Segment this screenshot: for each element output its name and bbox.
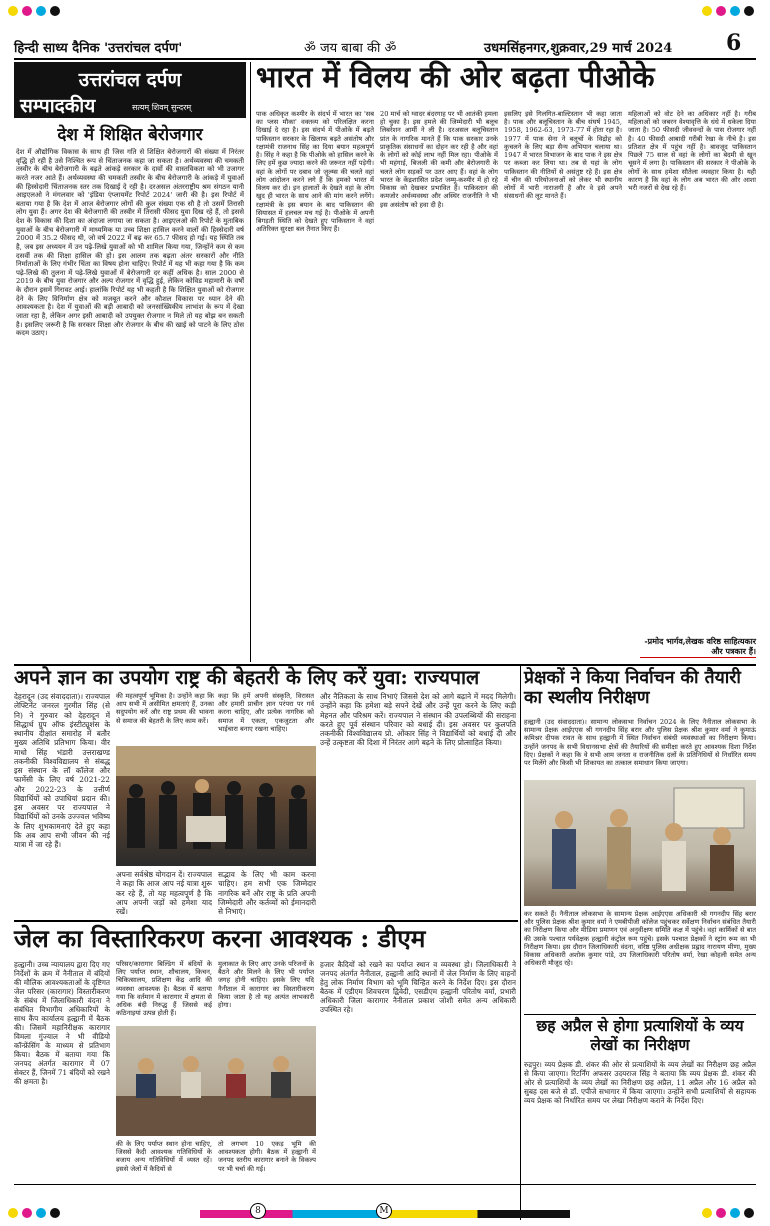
registration-dot — [744, 1208, 754, 1218]
editorial-body: देश में औद्योगिक विकास के साथ ही जिस गति से शिक्षित बेरोजगारों की संख्या में निरंतर वृद्धि हो रही है उसे निश्चित रूप से चिंताजनक कहा जा सकता है। अर्थव्यवस्था की चमकती तस्वीर के बीच बेरोजगारी के बढ़ते आंकड़े सरकार के दावों की वास्तविकता को भी उजागर करते नजर आते हैं। अर्थव्यवस्था की चमकती तस्वीर के बीच बेरोजगारी के आंकड़े में युवाओं की हिस्सेदारी चिंताजनक स्तर तक दिखाई दे रही है। दरअसल अंतरराष्ट्रीय श्रम संगठन यानी आइएलओ ने मंगलवार को 'इंडिया एंप्लायमेंट रिपोर्ट 2024' जारी की है। इस रिपोर्ट में बताया गया है कि देश में आज बेरोजगार लोगों की कुल संख्या एक सौ है तो उसमें तिरासी लोग युवा हैं। अगर देश की बेरोजगारी की तस्वीर में तिरासी फीसद युवा दिख रहे हैं, तो इससे देश के विकास की दिशा का अंदाजा लगाया जा सकता है। आइएलओ की रिपोर्ट के मुताबिक युवाओं के बीच बेरोजगारी में माध्यमिक या उच्च शिक्षा हासिल करने वालों की हिस्सेदारी वर्ष 2000 में 35.2 फीसद थी, जो वर्ष 2022 में बढ़ कर 65.7 फीसद हो गई। यह स्थिति तब है, जब इस अध्ययन में उन पढ़े-लिखे युवाओं को भी शामिल किया गया, जिन्होंने कम से कम दसवीं तक की शिक्षा हासिल की हो। इस आलम तक बढ़ता अंतर सरकारों और नीति निर्माताओं के लिए गंभीर चिंता का विषय होना चाहिए। रिपोर्ट में यह भी कहा गया है कि कम पढ़े-लिखे की तुलना में पढ़े-लिखे युवाओं में बेरोजगारी दर कहीं अधिक है। साल 2000 से 2019 के बीच युवा रोजगार और अल्प रोजगार में वृद्धि हुई, लेकिन कोविड महामारी के वर्षों के दौरान इसमें गिरावट आई। हालांकि रिपोर्ट यह भी कहती है कि शिक्षित युवाओं को रोजगार देने के लिए विनिर्माण क्षेत्र को मजबूत करने और कौशल विकास पर ध्यान देने की आवश्यकता है। देश में युवाओं की बड़ी आबादी को जनसांख्यिकीय लाभांश के रूप में देखा जाता रहा है, लेकिन अगर इसी आबादी को उपयुक्त रोजगार न मिले तो यह बोझ बन सकती है। इसलिए जरूरी है कि सरकार शिक्षा और रोजगार के बीच की खाई को पाटने के लिए ठोस कदम उठाए। — [16, 148, 244, 338]
lead-column-3: इसलिए इसे गिलगित-बाल्टिस्तान भी कहा जाता है। पाक और बलूचिस्तान के बीच संघर्ष 1945, 1958, 1962-63, 1973-77 में होता रहा है। 1977 में पाक सेना ने बलूचों के विद्रोह को कुचलने के लिए बड़ा सैन्य अभियान चलाया था। 1947 में भारत विभाजन के बाद पाक ने इस क्षेत्र पर कब्जा कर लिया था। तब से यहां के लोग पाकिस्तान की नीतियों से असंतुष्ट रहे हैं। इस क्षेत्र में चीन की परियोजनाओं को लेकर भी स्थानीय लोगों में भारी नाराजगी है और वे इसे अपने संसाधनों की लूट मानते हैं। — [504, 110, 622, 201]
registration-dot — [22, 1208, 32, 1218]
story5-headline: छह अप्रैल से होगा प्रत्याशियों के व्यय लेखों का निरीक्षण — [536, 1016, 744, 1055]
lead-column-2: 20 मार्च को ग्वादर बंदरगाह पर भी आतंकी हमला हो चुका है। इस हमले की जिम्मेदारी भी बलूच लिबरेशन आर्मी ने ली है। दरअसल बलूचिस्तान प्रांत के नागरिक मानते हैं कि पाक सरकार उनके प्राकृतिक संसाधनों का दोहन कर रही है और वहां के लोगों को कोई लाभ नहीं मिल रहा। पीओके में भी महंगाई, बिजली की कमी और बेरोजगारी के चलते लोग सड़कों पर उतर आए हैं। वहां के लोग भारत के केंद्रशासित प्रदेश जम्मू-कश्मीर में हो रहे विकास को देखकर प्रभावित हैं। पाकिस्तान की कमजोर अर्थव्यवस्था और अस्थिर राजनीति ने भी इस असंतोष को हवा दी है। — [380, 110, 498, 209]
editorial-headline: देश में शिक्षित बेरोजगार — [57, 125, 203, 145]
lead-column-4: महिलाओं को वोट देने का अधिकार नहीं है। गरीब महिलाओं को जबरन वेश्यावृत्ति के धंधे में धकेला दिया जाता है। 50 फीसदी जीववन्दों के पास रोजगार नहीं है। 40 फीसदी आबादी गरीबी रेखा के नीचे है। इस प्रतिशत क्षेत्र में पहुंच नहीं है। बावजूद पाकिस्तान पिछले 75 साल से वहां के लोगों का बेदमी से खून चूसने में लगा है। पाकिस्तान की सरकार ने पीओके के लोगों के साथ हमेशा सौतेला व्यवहार किया है। यही कारण है कि वहां के लोग अब भारत की ओर आशा भरी नजरों से देख रहे हैं। — [628, 110, 756, 193]
footer-mark-left: 8 — [250, 1203, 266, 1219]
story4-column-4: हजार कैदियों को रखने का पर्याप्त स्थान व व्यवस्था हो। जिलाधिकारी ने जनपद अंतर्गत नैनीताल, हल्द्वानी आदि स्थानों में जेल निर्माण के लिए वाहनों हेतु लोक निर्माण विभाग को भूमि चिन्हित करने के निर्देश दिए। इस दौरान बैठक में एडीएम शिवचरण द्विवेदी, एसडीएम हल्द्वानी परितोष वर्मा, प्रभारी अधिकारी जिला कारागार नैनीताल प्रकाश जोशी समेत अन्य अधिकारी उपस्थित रहे। — [320, 960, 516, 1014]
registration-dot — [730, 6, 740, 16]
registration-dot — [50, 6, 60, 16]
editorial-byline: सत्यम् शिवम् सुन्दरम् — [132, 103, 192, 112]
story4-column-1: हल्द्वानी। उच्च न्यायालय द्वारा दिए गए निर्देशों के क्रम में नैनीताल में बंदियों की मौलिक आवश्यकताओं के दृष्टिगत जेल परिसर (कारागार) विस्तारीकरण के संबंध में जिलाधिकारी वंदना ने संबंधित विभागीय अधिकारियों के साथ कैंप कार्यालय हल्द्वानी में बैठक की। जिसमें महानिरीक्षक कारागार विमला गुंज्याल ने भी वीडियो कॉन्फ्रेंसिंग के माध्यम से प्रतिभाग किया। बैठक में बताया गया कि जनपद अंतर्गत कारागार में 07 सेक्टर हैं, जिनमें 71 बंदियों को रखने की क्षमता है। — [14, 960, 110, 1086]
registration-dot — [716, 1208, 726, 1218]
story4-column-2-lower: की के लिए पर्याप्त स्थान होना चाहिए, जिससे कैदी आवश्यक गतिविधियों के बजाय अन्य गतिविधियों में व्यस्त रहें। इससे जेलों में कैदियों से — [116, 1140, 212, 1173]
story4-column-2: परिसर/कारागार बिल्डिंग में बंदियों के लिए पर्याप्त स्थान, शौचालय, किचन, चिकित्सालय, प्रशिक्षण केंद्र आदि की व्यवस्था आवश्यक है। बैठक में बताया गया कि वर्तमान में कारागार में क्षमता से अधिक बंदी निरुद्ध हैं जिससे कई कठिनाइयां उत्पन्न होती हैं। — [116, 960, 212, 1018]
story3-body-lower: कर सकते हैं। नैनीताल लोकसभा के सामान्य प्रेक्षक आईएएस अधिकारी श्री गगनदीप सिंह बरार और पुलिस प्रेक्षक श्रीश कुमार वर्मा ने एमबीपीजी कॉलेज पहुंचकर सर्वेक्षण निर्वाचन संबंधित तैयारी का निरीक्षण किया और मीडिया प्रमाणन एवं अनुवीक्षण समिति कक्ष में पहुंचे। वहां कार्मिकों से बात की उसके पश्चात पर्यवेक्षक हल्द्वानी कंट्रोल रूम पहुंचे। इसके पश्चात प्रेक्षकों ने स्ट्रांग रूम का भी निरीक्षण किया। इस दौरान जिलाधिकारी वंदना, वरिष्ठ पुलिस अधीक्षक प्रह्लाद नारायण मीणा, मुख्य विकास अधिकारी अशोक कुमार पांडे, उप जिलाधिकारी परितोष वर्मा, रेखा कोहली समेत अन्य अधिकारी मौजूद रहे। — [524, 910, 756, 968]
column-divider — [250, 62, 251, 662]
page-number: 6 — [726, 30, 742, 56]
registration-dot — [36, 6, 46, 16]
story2-column-2: की महत्वपूर्ण भूमिका है। उन्होंने कहा कि आप सभी में असीमित क्षमताएं हैं, उनका सदुपयोग करें और राष्ट्र प्रथम की भावना से समाज की बेहतरी के लिए काम करें। — [116, 692, 214, 725]
story2-headline: अपने ज्ञान का उपयोग राष्ट्र की बेहतरी के लिए करें युवा: राज्यपाल — [14, 666, 480, 689]
inspection-photo — [524, 780, 756, 906]
registration-dot — [702, 1208, 712, 1218]
meeting-photo — [116, 1026, 316, 1136]
section-rule — [524, 1014, 756, 1015]
story3-headline: प्रेक्षकों ने किया निर्वाचन की तैयारी का स्थलीय निरीक्षण — [524, 668, 741, 709]
lead-column-1: पाक अधिकृत कश्मीर के संदर्भ में भारत का 'सब का प्लस मौका' वक्तव्य को परिलक्षित करना दिखाई दे रहा है। इस संदर्भ में पीओके में बढ़ते पाकिस्तान सरकार के खिलाफ बढ़ते असंतोष और रक्षामंत्री राजनाथ सिंह का दिया बयान महत्वपूर्ण है। सिंह ने कहा है कि पीओके को हासिल करने के लिए हमें कुछ ज्यादा करने की जरूरत नहीं पड़ेगी। वहां के लोगों पर दबाव जो जुल्म्स की चलते वहां लोग आंदोलन करने लगे हैं कि हमको भारत में विलय कर दो। इन हालातों के देखते वहां के लोग खुद ही भारत के साथ आने की मांग करने लगेंगे। रक्षामंत्री के इस बयान के बाद पाकिस्तान की सियासत में हलचल मच गई है। पीओके में अपनी बिगड़ती स्थिति को देखते हुए पाकिस्तान ने वहां अतिरिक्त सुरक्षा बल तैनात किए हैं। — [256, 110, 374, 234]
masthead-date: उधमसिंहनगर,शुक्रवार,29 मार्च 2024 — [484, 41, 673, 56]
editorial-banner — [14, 62, 246, 118]
masthead-paper-name: हिन्दी साध्य दैनिक 'उत्तरांचल दर्पण' — [14, 41, 183, 56]
story2-column-3: कहा कि हमें अपनी संस्कृति, विरासत और हमारी प्राचीन ज्ञान परंपरा पर गर्व करना चाहिए, और प्रत्येक नागरिक को समाज में एकता, एकजुटता और भाईचारा बनाए रखना चाहिए। — [218, 692, 314, 733]
story3-body: हल्द्वानी (उद संवाददाता)। सामान्य लोकसभा निर्वाचन 2024 के लिए नैनीताल लोकसभा के सामान्य प्रेक्षक आईएएस श्री गगनदीप सिंह बरार और पुलिस प्रेक्षक श्रीश कुमार वर्मा ने कुमाऊं कमिश्नर दीपक रावत के साथ हल्द्वानी में स्थित निर्वाचन संबंधी व्यवस्थाओं का निरीक्षण किया। उन्होंने जनपद के सभी विधानसभा क्षेत्रों की तैयारियों की समीक्षा करते हुए आवश्यक दिशा निर्देश दिए। प्रेक्षकों ने कहा कि वे सभी आम जनता व राजनीतिक दलों के प्रतिनिधियों से निर्धारित समय पर मिलेंगे और किसी भी शिकायत का तत्काल समाधान किया जाएगा। — [524, 718, 756, 768]
editorial-brand: उत्तरांचल दर्पण — [78, 69, 182, 91]
lead-headline: भारत में विलय की ओर बढ़ता पीओके — [256, 60, 655, 94]
story2-caption-a: अपना सर्वश्रेष्ठ योगदान दें। राज्यपाल ने कहा कि आज आप नई यात्रा शुरू कर रहे हैं, तो यह महत्वपूर्ण है कि आप अपनी जड़ों को हमेशा याद रखें। — [116, 870, 212, 916]
masthead — [14, 30, 756, 56]
registration-dot — [702, 6, 712, 16]
registration-dot — [730, 1208, 740, 1218]
registration-dot — [36, 1208, 46, 1218]
story2-column-1: देहरादून (उद संवाददाता)। राज्यपाल लेफ्टिनेंट जनरल गुरमीत सिंह (से नि) ने गुरुवार को देहरादून में सिद्धार्थ ग्रुप ऑफ इंस्टीट्यूशंस के स्थानीय दीक्षांत समारोह में बतौर मुख्य अतिथि प्रतिभाग किया। वीर माधो सिंह भंडारी उत्तराखण्ड तकनीकी विश्वविद्यालय से संबद्ध इस संस्थान के लॉ कॉलेज और फार्मेसी के लिए वर्ष 2021-22 और 2022-23 के उत्तीर्ण विद्यार्थियों को उपाधियां प्रदान की। इस अवसर पर राज्यपाल ने विद्यार्थियों को उनके उज्ज्वल भविष्य के लिए शुभकामनाएं देते हुए कहा कि अब आप सभी जीवन की नई यात्रा में जा रहे हैं। — [14, 692, 110, 849]
story2-caption-b: सद्भाव के लिए भी काम करना चाहिए। हम सभी एक जिम्मेदार नागरिक बनें और राष्ट्र के प्रति अपनी जिम्मेदारी और कर्तव्यों को ईमानदारी से निभाएं। — [218, 870, 316, 916]
registration-dot — [8, 1208, 18, 1218]
footer-mark-right: M — [376, 1203, 392, 1219]
story5-body: रुद्रपुर। व्यय प्रेक्षक डी. शंकर की ओर से प्रत्याशियों के व्यय लेखों का निरीक्षण छह अप्रैल से किया जाएगा। रिटर्निंग अफसर उदयराज सिंह ने बताया कि व्यय प्रेक्षक डी. शंकर की ओर से प्रत्याशियों के व्यय लेखों का निरीक्षण छह अप्रैल, 11 अप्रैल और 16 अप्रैल को सुबह दस बजे से डॉ. एपीजे सभागार में किया जाएगा। उन्होंने सभी प्रत्याशियों से सहायक व्यय प्रेक्षक को निर्धारित समय पर लेखा निरीक्षण कराने के निर्देश दिए। — [524, 1060, 756, 1105]
section-rule — [14, 920, 518, 922]
story4-column-3-lower: तो लगभग 10 एकड़ भूमि की आवश्यकता होगी। बैठक में हल्द्वानी में जनपद स्तरीय कारागार बनाने के विकल्प पर भी चर्चा की गई। — [218, 1140, 316, 1173]
registration-dot — [744, 6, 754, 16]
convocation-photo — [116, 746, 316, 866]
footer-rule — [14, 1184, 756, 1185]
lead-byline: -प्रमोद भार्गव,लेखक वरिष्ठ साहित्यकार और पत्रकार हैं। — [640, 636, 756, 658]
registration-dot — [8, 6, 18, 16]
registration-dot — [716, 6, 726, 16]
registration-dot — [50, 1208, 60, 1218]
story4-headline: जेल का विस्तारिकरण करना आवश्यक : डीएम — [14, 924, 426, 953]
masthead-motto: ॐ जय बाबा की ॐ — [304, 41, 397, 56]
story2-column-4: और नैतिकता के साथ निभाएं जिससे देश को आगे बढ़ाने में मदद मिलेगी। उन्होंने कहा कि हमेशा बड़े सपने देखें और उन्हें पूरा करने के लिए कड़ी मेहनत और परिश्रम करें। राज्यपाल ने संस्थान की उपलब्धियों की सराहना करते हुए पूर्व संस्थान परिवार को बधाई दी। इस अवसर पर कुलपति तकनीकी विश्वविद्यालय प्रो. ओंकार सिंह ने विद्यार्थियों को बधाई दी और उन्हें उत्कृष्टता की दिशा में निरंतर आगे बढ़ने के लिए प्रोत्साहित किया। — [320, 692, 516, 748]
column-divider — [520, 666, 521, 1220]
registration-dot — [22, 6, 32, 16]
story4-column-3: मुलाकात के लिए आए उनके परिजनों के बैठने और मिलने के लिए भी पर्याप्त जगह होनी चाहिए। इसके लिए यदि नैनीताल में कारागार का विस्तारीकरण किया जाता है तो यह अत्यंत लाभकारी होगा। — [218, 960, 314, 1010]
editorial-title: सम्पादकीय — [20, 95, 96, 117]
